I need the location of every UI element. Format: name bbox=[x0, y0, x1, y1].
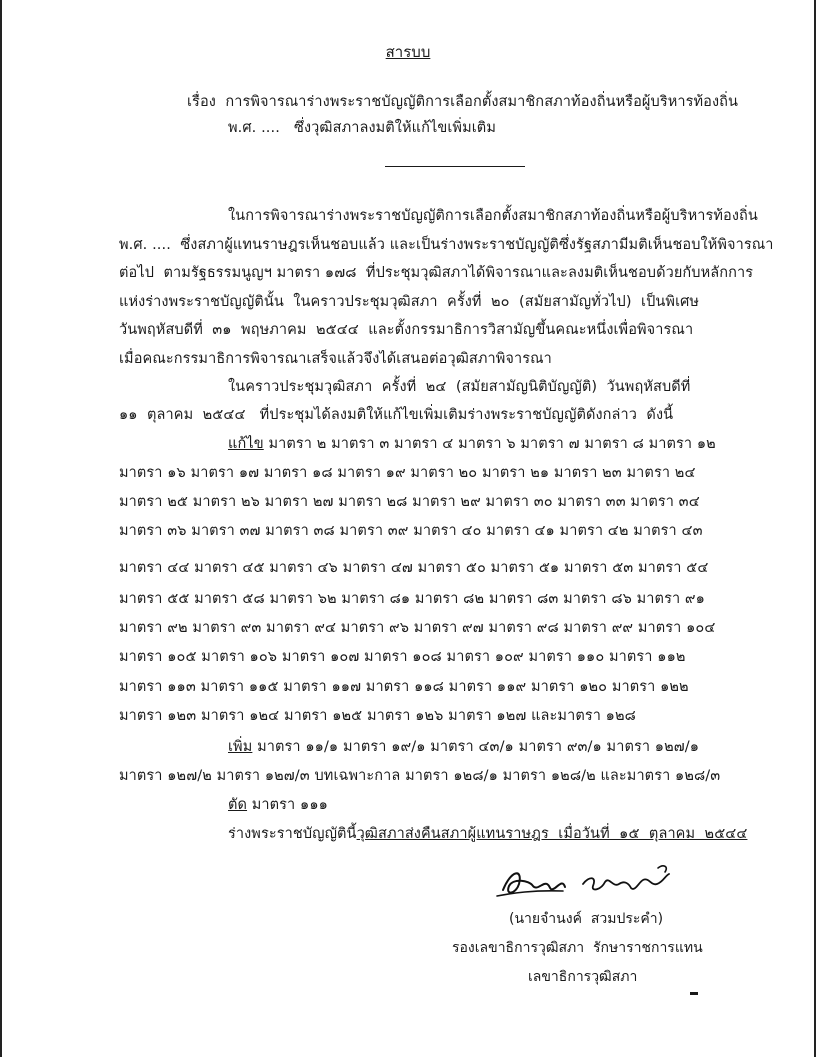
body-p1-line: ต่อไป ตามรัฐธรรมนูญฯ มาตรา ๑๗๘ ที่ประชุมวุฒิสภาได้พิจารณาและลงมติเห็นชอบด้วยกับหลักการ bbox=[119, 265, 754, 281]
signatory-position-line-2: เลขาธิการวุฒิสภา bbox=[528, 969, 638, 985]
scan-mark bbox=[690, 992, 698, 995]
signatory-position-line-1: รองเลขาธิการวุฒิสภา รักษาราชการแทน bbox=[452, 940, 703, 956]
add-list-line: มาตรา ๑๒๗/๒ มาตรา ๑๒๗/๓ บทเฉพาะกาล มาตรา ๑๒๘/๑ มาตรา ๑๒๘/๒ และมาตรา ๑๒๘/๓ bbox=[119, 768, 721, 784]
body-p1-line: แห่งร่างพระราชบัญญัตินั้น ในคราวประชุมวุฒิสภา ครั้งที่ ๒๐ (สมัยสามัญทั่วไป) เป็นพิเศษ bbox=[119, 294, 700, 310]
cut-label: ตัด bbox=[228, 797, 248, 813]
signatory-name: (นายจำนงค์ สวมประคำ) bbox=[509, 911, 664, 927]
body-p2-line: ในคราวประชุมวุฒิสภา ครั้งที่ ๒๔ (สมัยสามัญนิติบัญญัติ) วันพฤหัสบดีที่ bbox=[228, 379, 691, 395]
document-title: สารบบ bbox=[385, 43, 431, 61]
return-prefix: ร่างพระราชบัญญัตินี้ bbox=[228, 826, 357, 842]
subject-line-1: เรื่อง การพิจารณาร่างพระราชบัญญัติการเลือกตั้งสมาชิกสภาท้องถิ่นหรือผู้บริหารท้องถิ่น bbox=[187, 94, 739, 110]
amend-first-line bbox=[228, 434, 716, 454]
amend-list-line: มาตรา ๒๕ มาตรา ๒๖ มาตรา ๒๗ มาตรา ๒๘ มาตรา ๒๙ มาตรา ๓๐ มาตรา ๓๓ มาตรา ๓๔ bbox=[119, 494, 700, 510]
amend-list-line: มาตรา ๓๖ มาตรา ๓๗ มาตรา ๓๘ มาตรา ๓๙ มาตรา ๔๐ มาตรา ๔๑ มาตรา ๔๒ มาตรา ๔๓ bbox=[119, 523, 703, 539]
amend-list-line: มาตรา ๕๕ มาตรา ๕๘ มาตรา ๖๒ มาตรา ๘๑ มาตรา ๘๒ มาตรา ๘๓ มาตรา ๘๖ มาตรา ๙๑ bbox=[119, 591, 705, 607]
body-p1-line: เมื่อคณะกรรมาธิการพิจารณาเสร็จแล้วจึงได้เสนอต่อวุฒิสภาพิจารณา bbox=[119, 351, 552, 367]
return-statement bbox=[228, 824, 747, 844]
body-p1-line: ในการพิจารณาร่างพระราชบัญญัติการเลือกตั้งสมาชิกสภาท้องถิ่นหรือผู้บริหารท้องถิ่น bbox=[228, 208, 758, 224]
body-p1-line: พ.ศ. .... ซึ่งสภาผู้แทนราษฎรเห็นชอบแล้ว และเป็นร่างพระราชบัญญัติซึ่งรัฐสภามีมติเห็นชอบให้พิจารณา bbox=[119, 237, 774, 253]
handwritten-signature bbox=[493, 860, 683, 902]
divider-line bbox=[385, 166, 525, 167]
amend-list-line: มาตรา ๑๒๓ มาตรา ๑๒๔ มาตรา ๑๒๕ มาตรา ๑๒๖ มาตรา ๑๒๗ และมาตรา ๑๒๘ bbox=[119, 708, 636, 724]
amend-list-line: มาตรา ๑๖ มาตรา ๑๗ มาตรา ๑๘ มาตรา ๑๙ มาตรา ๒๐ มาตรา ๒๑ มาตรา ๒๓ มาตรา ๒๔ bbox=[119, 465, 696, 481]
page-border-left bbox=[0, 0, 2, 1057]
cut-line bbox=[228, 795, 328, 815]
amend-list-line: มาตรา ๒ มาตรา ๓ มาตรา ๔ มาตรา ๖ มาตรา ๗ มาตรา ๘ มาตรา ๑๒ bbox=[263, 436, 716, 452]
return-date: วุฒิสภาส่งคืนสภาผู้แทนราษฎร เมื่อวันที่ ๑๕ ตุลาคม ๒๕๔๔ bbox=[356, 826, 748, 842]
amend-list-line: มาตรา ๔๔ มาตรา ๔๕ มาตรา ๔๖ มาตรา ๔๗ มาตรา ๕๐ มาตรา ๕๑ มาตรา ๕๓ มาตรา ๕๔ bbox=[119, 560, 709, 576]
add-label: เพิ่ม bbox=[228, 739, 253, 755]
add-first-line bbox=[228, 737, 699, 757]
amend-list-line: มาตรา ๑๐๕ มาตรา ๑๐๖ มาตรา ๑๐๗ มาตรา ๑๐๘ มาตรา ๑๐๙ มาตรา ๑๑๐ มาตรา ๑๑๒ bbox=[119, 649, 686, 665]
cut-list: มาตรา ๑๑๑ bbox=[247, 797, 328, 813]
amend-list-line: มาตรา ๙๒ มาตรา ๙๓ มาตรา ๙๔ มาตรา ๙๖ มาตรา ๙๗ มาตรา ๙๘ มาตรา ๙๙ มาตรา ๑๐๔ bbox=[119, 620, 716, 636]
add-list-line: มาตรา ๑๑/๑ มาตรา ๑๙/๑ มาตรา ๔๓/๑ มาตรา ๙๓/๑ มาตรา ๑๒๗/๑ bbox=[252, 739, 700, 755]
body-p2-line: ๑๑ ตุลาคม ๒๕๔๔ ที่ประชุมได้ลงมติให้แก้ไขเพิ่มเติมร่างพระราชบัญญัติดังกล่าว ดังนี้ bbox=[119, 407, 674, 423]
body-p1-line: วันพฤหัสบดีที่ ๓๑ พฤษภาคม ๒๕๔๔ และตั้งกรรมาธิการวิสามัญขึ้นคณะหนึ่งเพื่อพิจารณา bbox=[119, 322, 694, 338]
subject-line-2: พ.ศ. .... ซึ่งวุฒิสภาลงมติให้แก้ไขเพิ่มเติม bbox=[228, 120, 496, 136]
amend-list-line: มาตรา ๑๑๓ มาตรา ๑๑๕ มาตรา ๑๑๗ มาตรา ๑๑๘ มาตรา ๑๑๙ มาตรา ๑๒๐ มาตรา ๑๒๒ bbox=[119, 679, 689, 695]
amend-label: แก้ไข bbox=[228, 436, 264, 452]
